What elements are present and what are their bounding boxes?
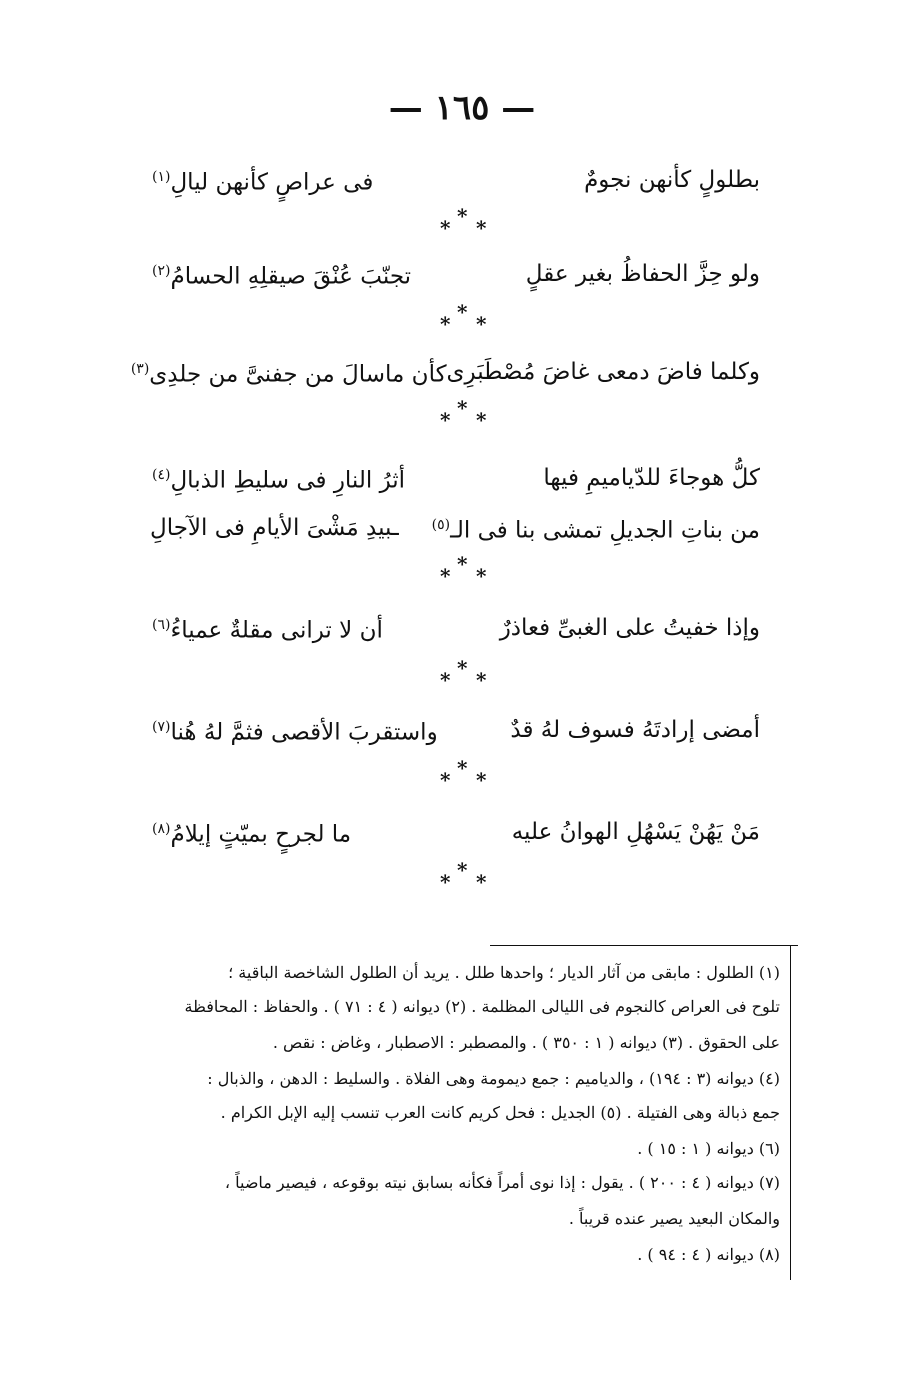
verse-3-second-hemistich: كأن ماسالَ من جفنىَّ من جلدِى$^{(٣)}$	[130, 361, 447, 388]
footnote-ref-5: (٥)	[431, 517, 451, 534]
verse-5-first-hemistich: من بناتِ الجديلِ تمشى بنا فى الـ$^{(٥)}$	[431, 517, 760, 544]
verse-1-second-hemistich: فى عراصٍ كأنهن ليالِ$^{(١)}$	[152, 169, 374, 196]
verse-7-second-hemistich: واستقربَ الأقصى فثمَّ لهُ هُنا$^{(٧)}$	[152, 719, 438, 746]
footnote-ref-6: (٦)	[152, 617, 171, 634]
footnote-line: جمع ذبالة وهى الفتيلة . (٥) الجديل : فحل كريم كانت العرب تنسب إليه الإبل الكرام .	[220, 1103, 780, 1122]
footnote-ref-8: (٨)	[152, 821, 171, 838]
verse-6-second-hemistich: أن لا ترانى مقلةٌ عمياءُ$^{(٦)}$	[152, 617, 383, 644]
footnote-line: تلوح فى العراص كالنجوم فى الليالى المظلمة . (٢) ديوانه ( ٤ : ٧١ ) . والحفاظ : المحافظة	[184, 997, 780, 1016]
verse-7-first-hemistich: أمضى إرادتَهُ فسوف لهُ قدٌ	[510, 717, 760, 743]
footnote-line: والمكان البعيد يصير عنده قريباً .	[568, 1209, 780, 1228]
verse-6-first-hemistich: وإذا خفيتُ على الغبىِّ فعاذرٌ	[499, 615, 760, 641]
verse-2-first-hemistich: ولو حِزَّ الحفاظُ بغير عقلٍ	[525, 261, 760, 287]
footnote-line: (١) الطلول : مابقى من آثار الديار ؛ واحدها طلل . يريد أن الطلول الشاخصة الباقية ؛	[228, 963, 780, 982]
verse-8	[150, 810, 760, 854]
footnote-line: (٦) ديوانه ( ١ : ١٥ ) .	[637, 1139, 780, 1158]
verse-6	[150, 606, 760, 650]
star-divider: * * *	[440, 858, 487, 894]
verse-4	[150, 456, 760, 500]
footnote-line: على الحقوق . (٣) ديوانه ( ١ : ٣٥٠ ) . والمصطبر : الاصطبار ، وغاض : نقص .	[272, 1033, 780, 1052]
verse-7	[150, 708, 760, 752]
verse-8-first-hemistich: مَنْ يَهُنْ يَسْهُلِ الهوانُ عليه	[511, 819, 760, 845]
page-number: — ١٦٥ —	[388, 88, 536, 128]
star-divider: * * *	[440, 204, 487, 240]
margin-line	[790, 945, 791, 1280]
footnote-line: (٨) ديوانه ( ٤ : ٩٤ ) .	[637, 1245, 780, 1264]
verse-2-second-hemistich: تجنّبَ عُنْقَ صيقلِهِ الحسامُ$^{(٢)}$	[152, 263, 412, 290]
footnote-ref-4: (٤)	[152, 467, 171, 484]
verse-4-second-hemistich: أثرُ النارِ فى سليطِ الذبالِ$^{(٤)}$	[152, 467, 406, 494]
footnote-ref-7: (٧)	[152, 719, 171, 736]
star-divider: * * *	[440, 552, 487, 588]
verse-5-second-hemistich: ـبيدِ مَشْىَ الأيامِ فى الآجالِ	[150, 515, 399, 541]
footnote-ref-1: (١)	[152, 169, 171, 186]
verse-1	[150, 158, 760, 202]
footnote-ref-3: (٣)	[130, 361, 150, 378]
verse-1-first-hemistich: بطلولٍ كأنهن نجومٌ	[584, 167, 760, 193]
star-divider: * * *	[440, 300, 487, 336]
star-divider: * * *	[440, 756, 487, 792]
verse-2	[150, 252, 760, 296]
footnote-line: (٤) ديوانه (٣ : ١٩٤) ، والدياميم : جمع ديمومة وهى الفلاة . والسليط : الدهن ، والذبال :	[207, 1069, 780, 1088]
footnote-separator	[490, 945, 798, 946]
verse-3	[130, 350, 760, 394]
footnote-ref-2: (٢)	[152, 263, 171, 280]
star-divider: * * *	[440, 396, 487, 432]
verse-3-first-hemistich: وكلما فاضَ دمعى غاضَ مُصْطَبَرِى	[446, 359, 760, 385]
footnote-line: (٧) ديوانه ( ٤ : ٢٠٠ ) . يقول : إذا نوى أمراً فكأنه بسابق نيته بوقوعه ، فيصير ماضياً ،	[224, 1173, 780, 1192]
star-divider: * * *	[440, 656, 487, 692]
verse-5	[150, 506, 760, 550]
verse-8-second-hemistich: ما لجرحٍ بميّتٍ إيلامُ$^{(٨)}$	[152, 821, 352, 848]
verse-4-first-hemistich: كلُّ هوجاءَ للدّياميمِ فيها	[543, 465, 760, 491]
